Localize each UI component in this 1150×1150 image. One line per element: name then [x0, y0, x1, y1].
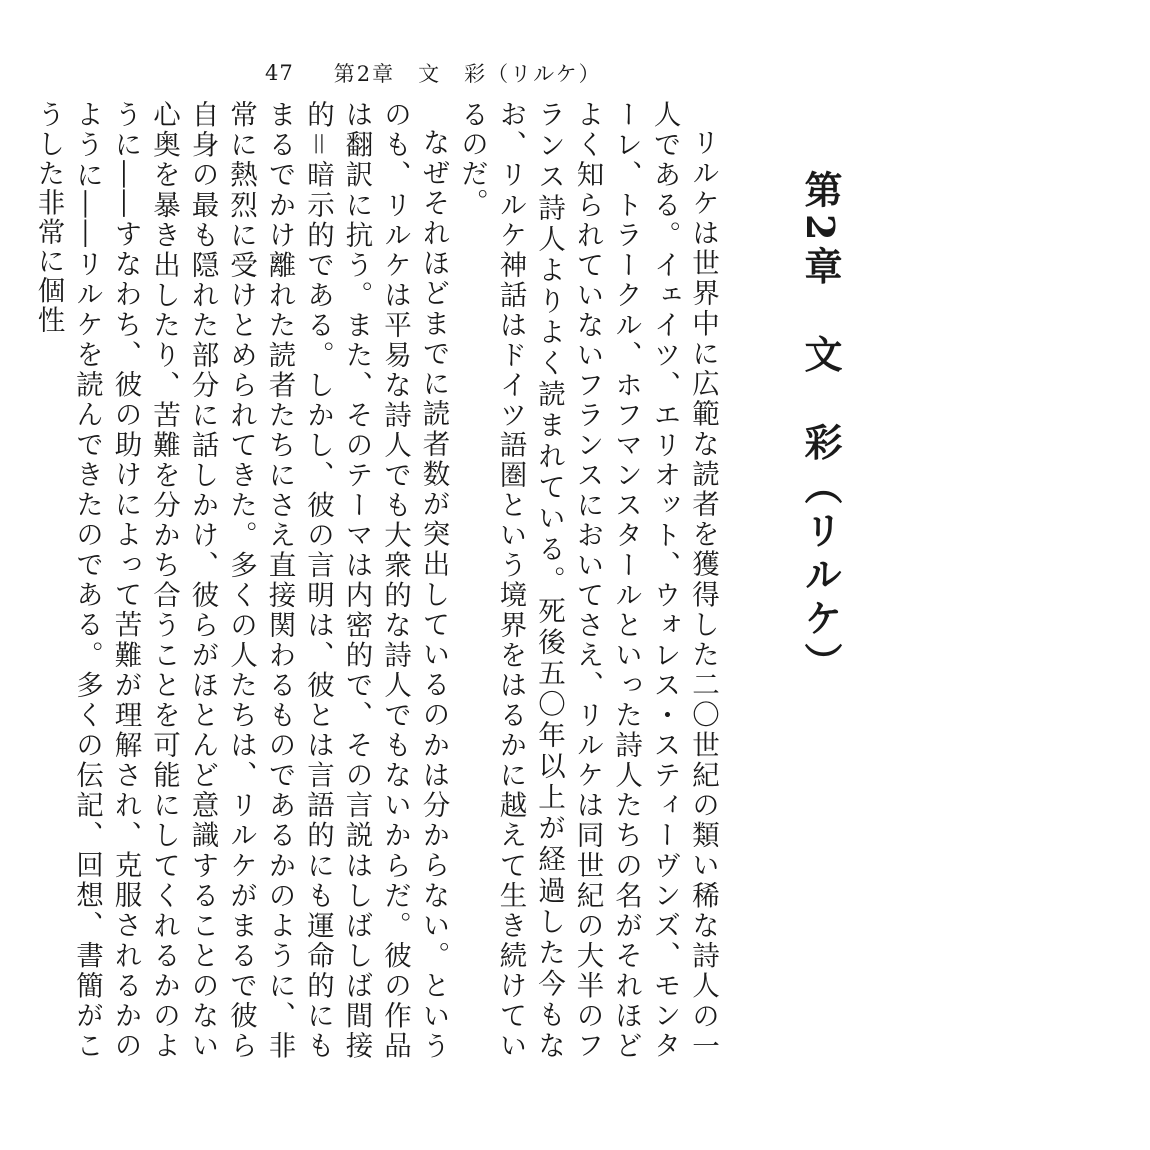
paragraph: リルケは世界中に広範な読者を獲得した二〇世紀の類い稀な詩人の一人である。イェイツ、エリオット、ウォレス・スティーヴンズ、モンターレ、トラークル、ホフマンスタールといった詩人たちの名がそれほどよく知られていないフランスにおいてさえ、リルケは同世紀の大半のフランス詩人よりよく読まれている。死後五〇年以上が経過した今もなお、リルケ神話はドイツ語圏という境界をはるかに越えて生き続けているのだ。 — [456, 100, 719, 1060]
paragraph: なぜそれほどまでに読者数が突出しているのかは分からない。というのも、リルケは平易な詩人でも大衆的な詩人でもないからだ。彼の作品は翻訳に抗う。また、そのテーマは内密的で、その言説はしばしば間接的＝暗示的である。しかし、彼の言明は、彼とは言語的にも運命的にもまるでかけ離れた読者たちにさえ直接関わるものであるかのように、非常に熱烈に受けとめられてきた。多くの人たちは、リルケがまるで彼ら自身の最も隠れた部分に話しかけ、彼らがほとんど意識することのない心奥を暴き出したり、苦難を分かち合うことを可能にしてくれるかのように――すなわち、彼の助けによって苦難が理解され、克服されるかのように――リルケを読んできたのである。多くの伝記、回想、書簡がこうした非常に個性 — [32, 100, 450, 1060]
running-title: 第2章 文 彩（リルケ） — [333, 62, 602, 86]
body-text — [32, 100, 722, 1060]
chapter-title: 第2章 文 彩（リルケ） — [798, 170, 843, 687]
page-number: 47 — [265, 61, 294, 85]
running-head — [265, 56, 602, 90]
